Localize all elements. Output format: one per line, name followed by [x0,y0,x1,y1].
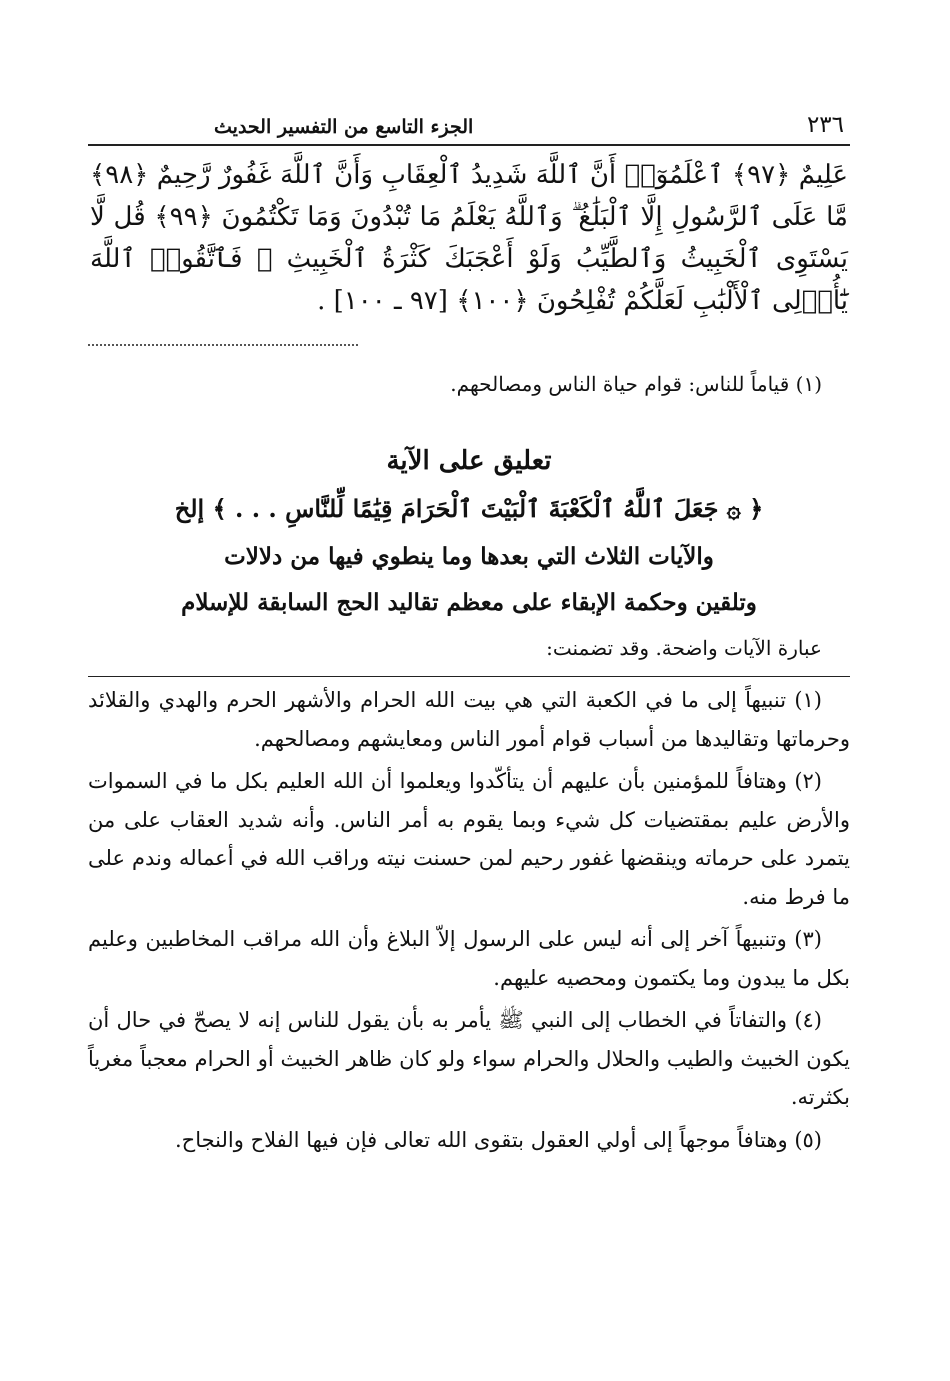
heading-line-3: وتلقين وحكمة الإبقاء على معظم تقاليد الحج السابقة للإسلام [181,589,757,616]
paragraph-2: (٢) وهتافاً للمؤمنين بأن عليهم أن يتأكّدوا ويعلموا أن الله العليم بكل ما في السموات والأرض عليم بمقتضيات كل شيء وبما يقوم به أمر الناس. وأنه شديد العقاب على من يتمرد على حرماته وينقضها غفور رحيم لمن حسنت نيته وراقب الله في أعماله وندم على ما فرط منه. [88,769,850,909]
footnote: (١) قياماً للناس: قوام حياة الناس ومصالحهم. [450,372,822,396]
heading-line-2: والآيات الثلاث التي بعدها وما ينطوي فيها من دلالات [224,543,714,570]
heading-title: تعليق على الآية [386,446,552,476]
paragraph-3: (٣) وتنبيهاً آخر إلى أنه ليس على الرسول إلاّ البلاغ وأن الله مراقب المخاطبين وعليم بكل ما يبدون وما يكتمون ومحصيه عليهم. [88,927,850,990]
footnote-separator [88,344,358,346]
page-number: ٢٣٦ [806,112,844,138]
quran-verses: عَلِيمٌ ﴿٩٧﴾ ٱعْلَمُوٓا۟ أَنَّ ٱللَّهَ شَدِيدُ ٱلْعِقَابِ وَأَنَّ ٱللَّهَ غَفُورٌ رَّحِيمٌ ﴿٩٨﴾ مَّا عَلَى ٱلرَّسُولِ إِلَّا ٱلْبَلَٰغُ ۗ وَٱللَّهُ يَعْلَمُ مَا تُبْدُونَ وَمَا تَكْتُمُونَ ﴿٩٩﴾ قُل لَّا يَسْتَوِى ٱلْخَبِيثُ وَٱلطَّيِّبُ وَلَوْ أَعْجَبَكَ كَثْرَةُ ٱلْخَبِيثِ ۚ فَٱتَّقُوا۟ ٱللَّهَ يَٰٓأُو۟لِى ٱلْأَلْبَٰبِ لَعَلَّكُمْ تُفْلِحُونَ ﴿١٠٠﴾ [٩٧ ـ ١٠٠] . [90,160,848,316]
paragraph-5: (٥) وهتافاً موجهاً إلى أولي العقول بتقوى الله تعالى فإن فيها الفلاح والنجاح. [175,1127,822,1152]
intro-text: عبارة الآيات واضحة. وقد تضمنت: [546,636,822,660]
section-heading [88,438,850,626]
book-page [88,112,850,1159]
divider [88,676,850,677]
paragraph-4: (٤) والتفاتاً في الخطاب إلى النبي ﷺ يأمر به بأن يقول للناس إنه لا يصحّ في حال أن يكون الخبيث والطيب والحلال والحرام سواء ولو كان ظاهر الخبيث أو الحرام معجباً مغرياً بكثرته. [88,1008,850,1109]
heading-verse: ﴿ ۞ جَعَلَ ٱللَّهُ ٱلْكَعْبَةَ ٱلْبَيْتَ ٱلْحَرَامَ قِيَٰمًا لِّلنَّاسِ . . . ﴾ إلخ [174,494,764,523]
running-title: الجزء التاسع من التفسير الحديث [214,116,474,138]
paragraph-1: (١) تنبيهاً إلى ما في الكعبة التي هي بيت الله الحرام والأشهر الحرم والهدي والقلائد وحرماتها وتقاليدها من أسباب قوام أمور الناس ومعايشهم ومصالحهم. [88,688,850,751]
page-header [88,112,850,146]
